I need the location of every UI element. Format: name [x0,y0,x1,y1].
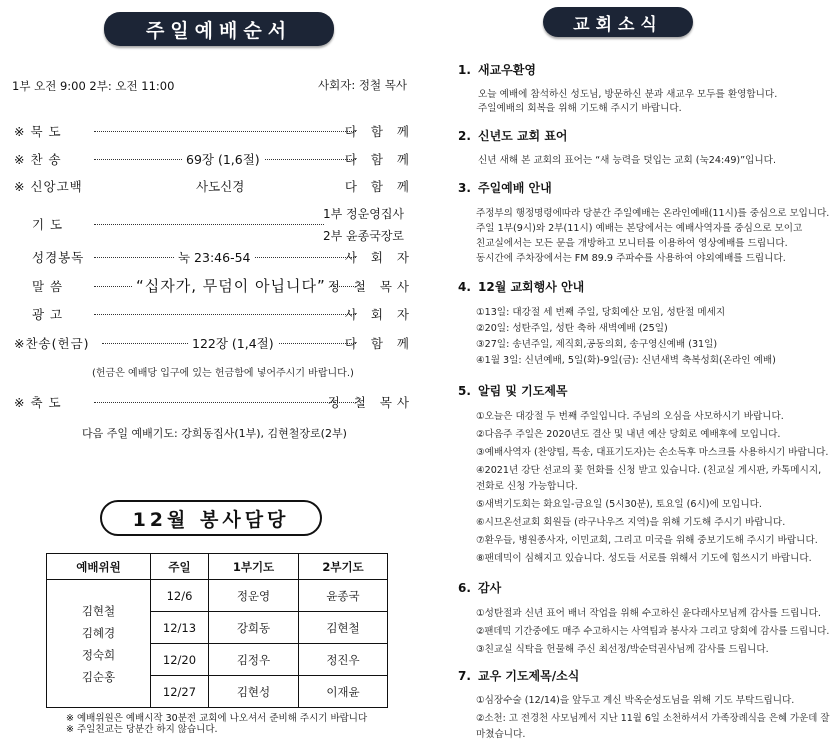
news-line: ①심장수술 (12/14)을 앞두고 계신 박옥순성도님을 위해 기도 부탁드립니다. [476,695,795,706]
first-prayer-cell: 강희동 [209,612,299,644]
sermon-title: “십자가, 무덤이 아닙니다” [132,275,330,296]
first-prayer-cell: 김정우 [209,644,299,676]
section-title: 신년도 교회 표어 [478,129,568,143]
news-line: ④1월 3일: 신년예배, 5일(화)-9일(금): 신년새벽 축복성회(온라인 예배) [476,355,776,366]
item-label: 기 도 [32,217,64,232]
news-section-heading [458,61,536,78]
item-person: 사 회 자 [344,250,414,265]
leader-name: 정숙희 [81,647,116,662]
service-item-silent-prayer [14,122,414,140]
item-label: ※ 묵 도 [14,124,62,139]
news-line: ③친교실 식탁을 헌물해 주신 최선정/박순덕권사님께 감사를 드립니다. [476,644,769,655]
dot-leader [94,131,356,132]
news-line: ③예배사역자 (찬양팀, 특송, 대표기도자)는 손소독후 마스크를 사용하시기 바랍니다. [476,447,829,458]
item-person: 다 함 께 [344,152,414,167]
section-title: 12월 교회행사 안내 [478,280,585,294]
news-line: ⑤새벽기도회는 화요일-금요일 (5시30분), 토요일 (6시)에 모입니다. [476,499,762,510]
item-detail: 122장 (1,4절) [188,334,278,352]
section-title: 주일예배 안내 [478,181,552,195]
leader-name: 김순홍 [81,669,116,684]
news-line: 주일 1부(9시)와 2부(11시) 예배는 본당에서는 예배사역자를 중심으로 모이고 [476,223,803,234]
item-label: ※ 축 도 [14,395,62,410]
news-line: ②다음주 주일은 2020년도 결산 및 내년 예산 당회로 예배후에 모입니다. [476,429,781,440]
item-label: 말 씀 [32,279,64,294]
section-number: 7. [458,669,471,683]
news-line: ①성탄절과 신년 표어 배너 작업을 위해 수고하신 윤다래사모님께 감사를 드립니다. [476,608,821,619]
item-person: 정 철 목사 [327,395,414,410]
news-section-heading [458,278,584,295]
service-item-offering-hymn [14,334,414,352]
news-section-heading [458,579,501,596]
worship-committee-cell [47,580,151,708]
item-label: ※ 찬 송 [14,152,62,167]
news-line: ②소천: 고 전경천 사모님께서 지난 11월 6일 소천하셔서 가족장례식을 은혜 가운데 잘 [476,713,830,724]
section-number: 4. [458,280,471,294]
leader-name: 김혜경 [81,625,116,640]
church-news-title: 교회소식 [543,7,693,37]
column-header: 1부기도 [209,554,299,580]
item-person: 다 함 께 [344,179,414,194]
item-label: 성경봉독 [32,250,85,265]
item-detail: 눅 23:46-54 [174,248,255,266]
second-prayer-cell: 이재윤 [299,676,388,708]
news-line: 마쳤습니다. [476,729,526,740]
first-prayer-cell: 정운영 [209,580,299,612]
prayer-second-service: 2부 윤종국장로 [323,229,405,243]
second-prayer-cell: 윤종국 [299,580,388,612]
second-prayer-cell: 김현철 [299,612,388,644]
news-line: 친교실에서는 모든 문을 개방하고 모니터를 이용하여 영상예배를 드립니다. [476,238,788,249]
column-header: 주일 [151,554,209,580]
service-item-scripture [14,248,414,266]
news-section-heading [458,179,552,196]
section-title: 알림 및 기도제목 [478,384,568,398]
item-detail: 사도신경 [192,177,248,195]
news-line: 오늘 예배에 참석하신 성도님, 방문하신 분과 새교우 모두를 환영합니다. [478,89,778,100]
news-line: ④2021년 강단 선교의 꽃 헌화를 신청 받고 있습니다. (친교실 게시판, 카톡메시지, [476,465,822,476]
date-cell: 12/20 [151,644,209,676]
next-week-prayer: 다음 주일 예배기도: 강희동집사(1부), 김현철장로(2부) [82,427,347,440]
news-line: ①오늘은 대강절 두 번째 주일입니다. 주님의 오심을 사모하시기 바랍니다. [476,411,784,422]
section-title: 교우 기도제목/소식 [478,669,580,683]
news-section-heading [458,127,568,144]
section-number: 6. [458,581,471,595]
second-prayer-cell: 정진우 [299,644,388,676]
item-label: ※찬송(헌금) [14,336,90,351]
duty-title: 12월 봉사담당 [100,500,322,536]
item-detail: 69장 (1,6절) [182,150,264,168]
section-title: 새교우환영 [478,63,536,77]
footnote-committee: ※ 예배위원은 예배시작 30분전 교회에 나오셔서 준비해 주시기 바랍니다 [66,713,368,724]
section-number: 3. [458,181,471,195]
prayer-first-service: 1부 정운영집사 [323,207,405,221]
table-row [47,580,388,612]
dot-leader [94,314,356,315]
news-line: ⑥시므온선교회 회원들 (라구나우즈 지역)을 위해 기도해 주시기 바랍니다. [476,517,786,528]
leader-name: 김현철 [81,603,116,618]
presider: 사회자: 정철 목사 [318,78,407,92]
service-item-benediction [14,393,414,411]
service-item-announcements [14,305,414,323]
news-line: 전화로 신청 가능합니다. [476,481,578,492]
news-section-heading [458,667,579,684]
section-number: 2. [458,129,471,143]
news-line: 주정부의 행정명령에따라 당분간 주일예배는 온라인예배(11시)를 중심으로 모입니다. [476,208,830,219]
table-header-row [47,554,388,580]
dot-leader [94,224,324,225]
item-person: 정 철 목사 [327,279,414,294]
service-item-hymn [14,150,414,168]
duty-table [46,553,388,708]
service-item-sermon [14,277,414,295]
service-times: 1부 오전 9:00 2부: 오전 11:00 [12,79,175,93]
date-cell: 12/6 [151,580,209,612]
service-item-creed [14,177,414,195]
column-header: 예배위원 [47,554,151,580]
news-section-heading [458,382,568,399]
dot-leader [94,402,356,403]
item-label: ※ 신앙고백 [14,179,83,194]
section-number: 1. [458,63,471,77]
item-person: 사 회 자 [344,307,414,322]
item-label: 광 고 [32,307,64,322]
item-person: 다 함 께 [344,336,414,351]
news-line: 신년 새해 본 교회의 표어는 “새 능력을 덧입는 교회 (눅24:49)”입니다. [478,155,776,166]
offering-note: (헌금은 예배당 입구에 있는 헌금함에 넣어주시기 바랍니다.) [92,368,354,379]
item-person: 다 함 께 [344,124,414,139]
news-line: ②20일: 성탄주일, 성탄 축하 새벽예배 (25일) [476,323,668,334]
date-cell: 12/27 [151,676,209,708]
section-number: 5. [458,384,471,398]
first-prayer-cell: 김현성 [209,676,299,708]
date-cell: 12/13 [151,612,209,644]
order-of-service-title: 주일예배순서 [104,12,334,46]
news-line: 주일예배의 회복을 위해 기도해 주시기 바랍니다. [478,103,682,114]
news-line: ②팬데믹 기간중에도 매주 수고하시는 사역팀과 봉사자 그리고 당회에 감사를 드립니다. [476,626,830,637]
news-line: ③27일: 송년주일, 제직회,공동의회, 송구영신예배 (31일) [476,339,718,350]
news-line: ⑧팬데믹이 심해지고 있습니다. 성도들 서로를 위해서 기도에 힘쓰시기 바랍니다. [476,553,812,564]
news-line: 동시간에 주차장에서는 FM 89.9 주파수를 사용하여 야외예배를 드립니다. [476,253,786,264]
column-header: 2부기도 [299,554,388,580]
footnote-fellowship: ※ 주일친교는 당분간 하지 않습니다. [66,724,218,735]
news-line: ⑦환우들, 병원종사자, 이민교회, 그리고 미국을 위해 중보기도해 주시기 바랍니다. [476,535,818,546]
news-line: ①13일: 대강절 세 번째 주일, 당회예산 모임, 성탄절 메세지 [476,307,726,318]
section-title: 감사 [478,581,502,595]
